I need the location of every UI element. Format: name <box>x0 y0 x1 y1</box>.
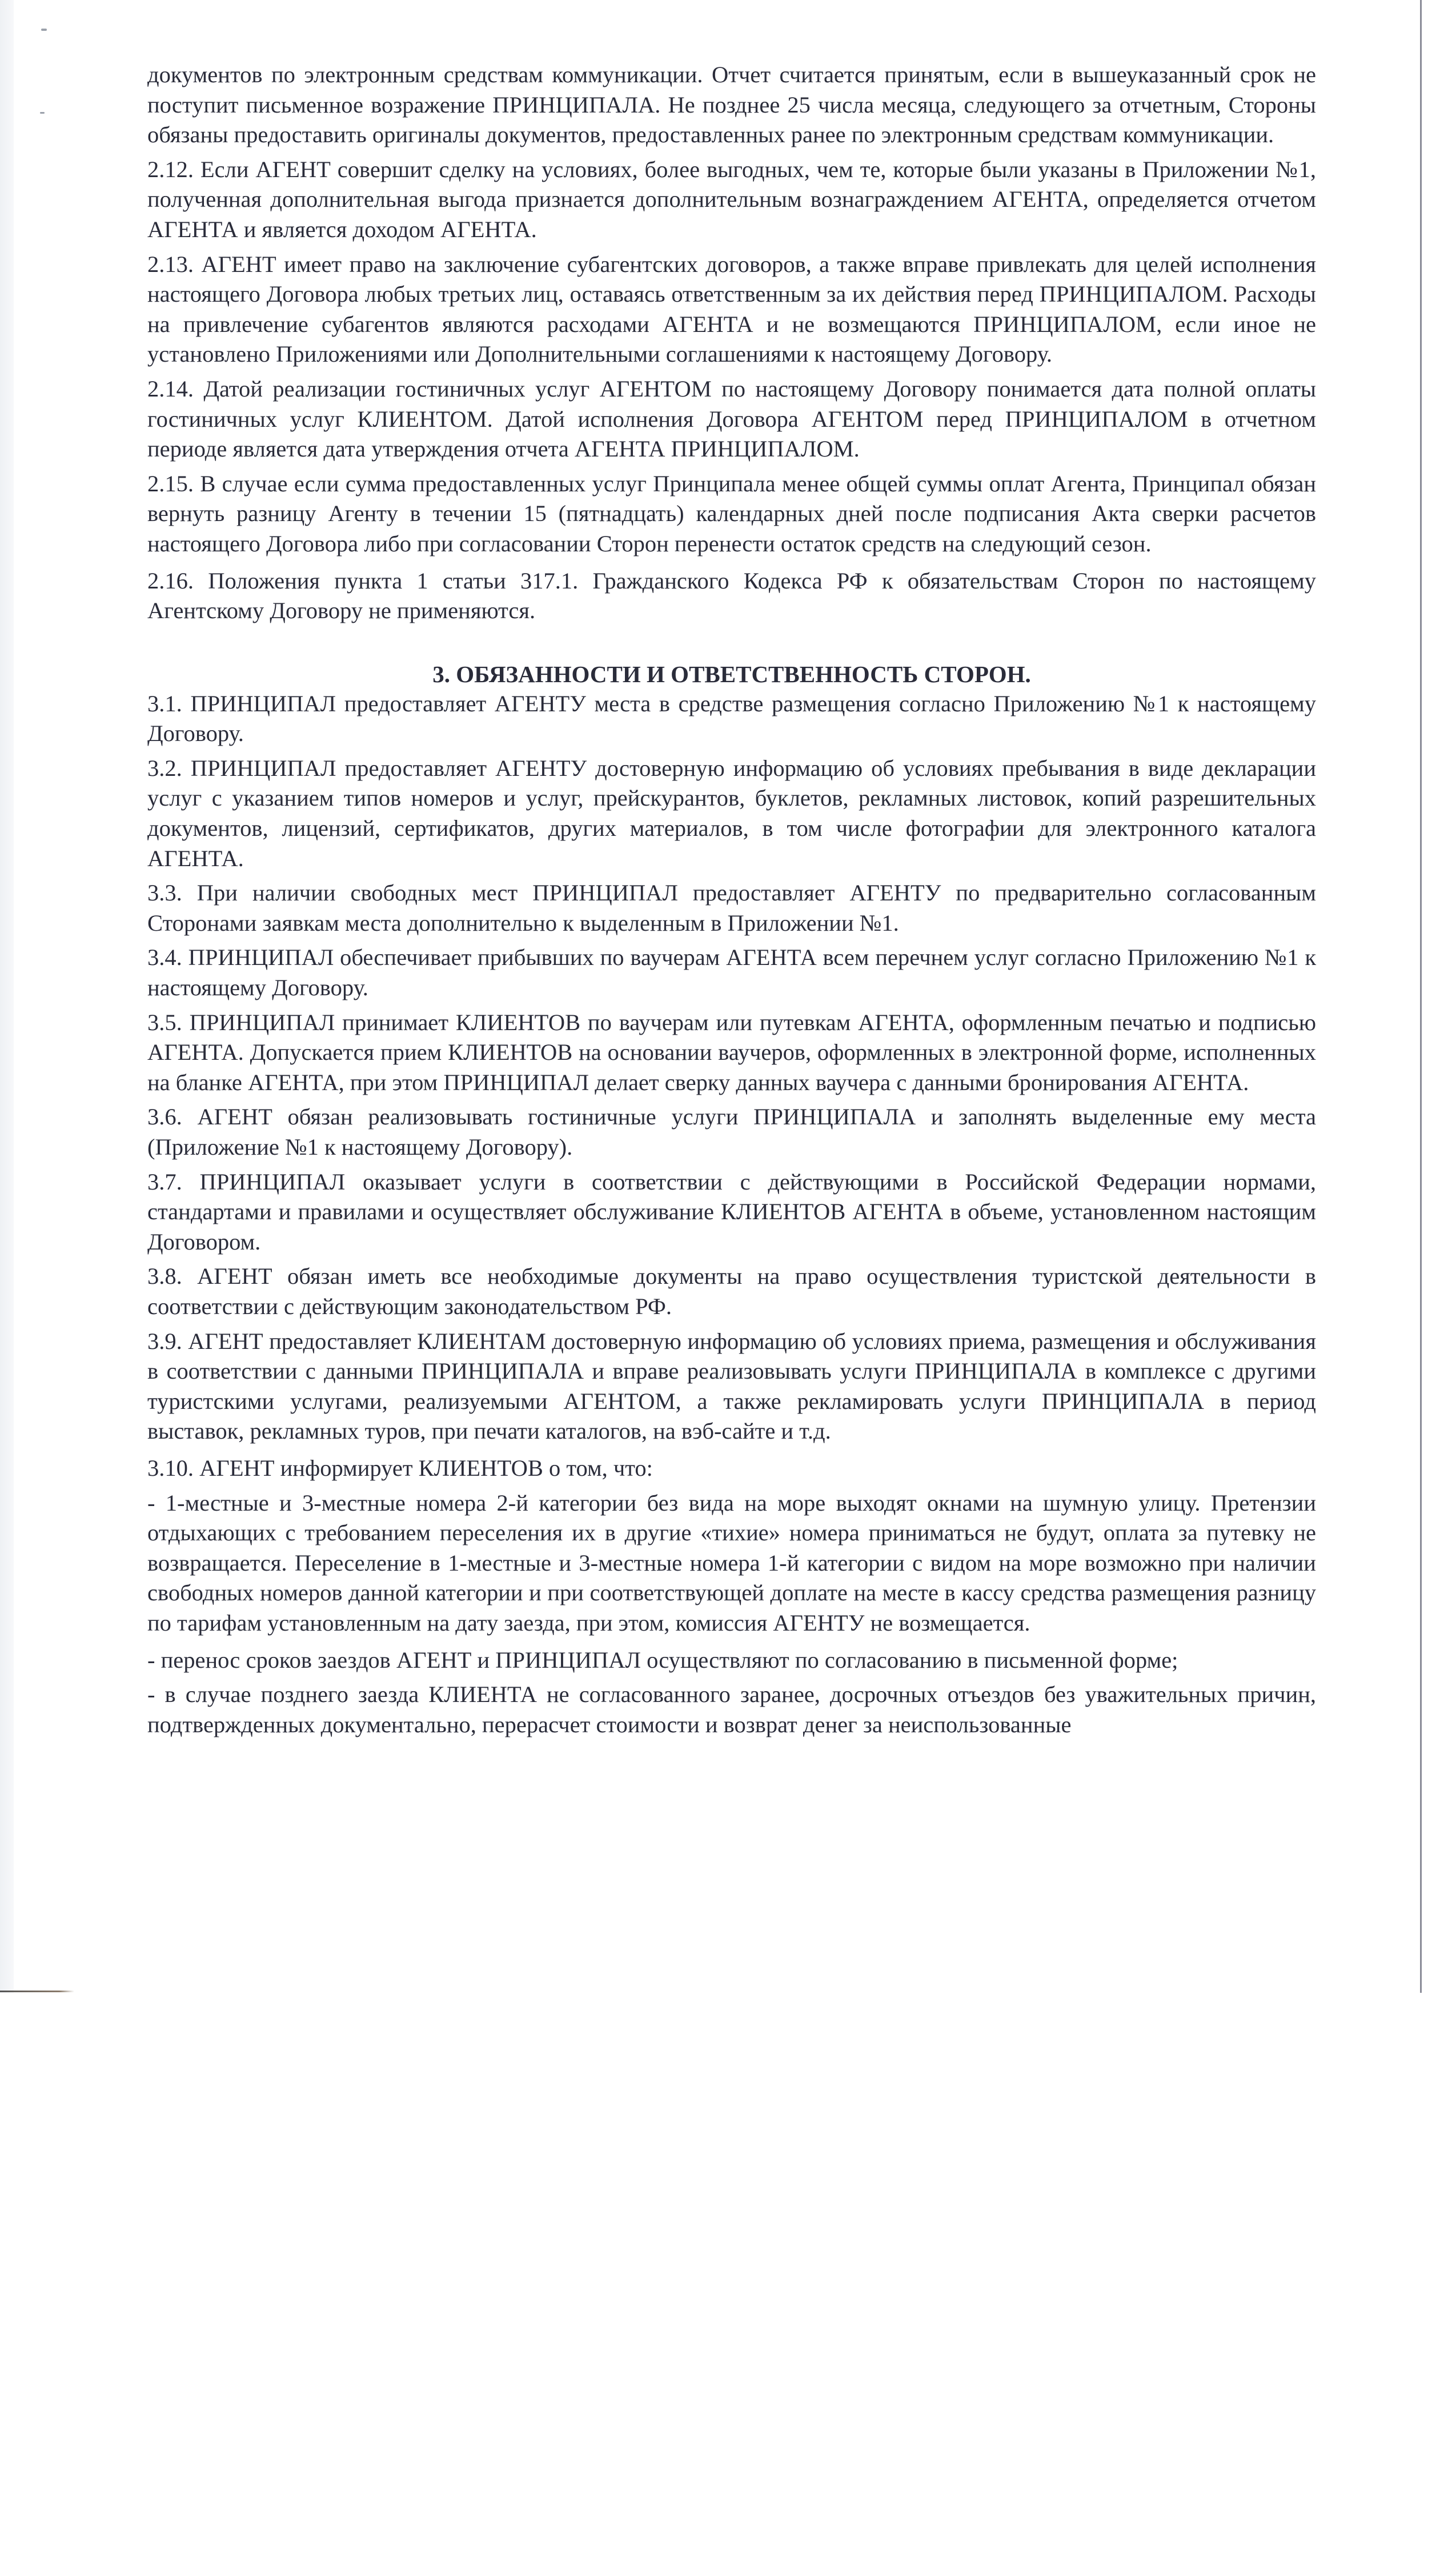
scan-mark <box>40 112 45 114</box>
paragraph-3-5: 3.5. ПРИНЦИПАЛ принимает КЛИЕНТОВ по ваучерам или путевкам АГЕНТА, оформленным печатью и подписью АГЕНТА. Допускается прием КЛИЕНТОВ на основании ваучеров, оформленных в электронной форме, исполненных на бланке АГЕНТА, при этом ПРИНЦИПАЛ делает сверку данных ваучера с данными бронирования АГЕНТА. <box>147 1009 1316 1095</box>
scan-edge-bottom <box>0 1991 74 1992</box>
paragraph-3-10: 3.10. АГЕНТ информирует КЛИЕНТОВ о том, что: <box>147 1455 653 1481</box>
paragraph-3-9: 3.9. АГЕНТ предоставляет КЛИЕНТАМ достоверную информацию об условиях приема, размещения и обслуживания в соответствии с данными ПРИНЦИПАЛА и вправе реализовывать услуги ПРИНЦИПАЛА в комплексе с другими туристскими услугами, реализуемыми АГЕНТОМ, а также рекламировать услуги ПРИНЦИПАЛА в период выставок, рекламных туров, при печати каталогов, на вэб-сайте и т.д. <box>147 1328 1316 1444</box>
paragraph-3-1: 3.1. ПРИНЦИПАЛ предоставляет АГЕНТУ места в средстве размещения согласно Приложению №1 к настоящему Договору. <box>147 690 1316 747</box>
paragraph-2-12: 2.12. Если АГЕНТ совершит сделку на условиях, более выгодных, чем те, которые были указаны в Приложении №1, полученная дополнительная выгода признается дополнительным вознаграждением АГЕНТА, определяется отчетом АГЕНТА и является доходом АГЕНТА. <box>147 156 1316 242</box>
section-3-heading: 3. ОБЯЗАННОСТИ И ОТВЕТСТВЕННОСТЬ СТОРОН. <box>432 660 1031 687</box>
document-page <box>147 60 1316 1744</box>
paragraph-3-3: 3.3. При наличии свободных мест ПРИНЦИПАЛ предоставляет АГЕНТУ по предварительно согласованным Сторонами заявкам места дополнительно к выделенным в Приложении №1. <box>147 880 1316 936</box>
paragraph-3-7: 3.7. ПРИНЦИПАЛ оказывает услуги в соответствии с действующими в Российской Федерации нормами, стандартами и правилами и осуществляет обслуживание КЛИЕНТОВ АГЕНТА в объеме, установленном настоящим Договором. <box>147 1168 1316 1255</box>
paragraph-2-14: 2.14. Датой реализации гостиничных услуг АГЕНТОМ по настоящему Договору понимается дата полной оплаты гостиничных услуг КЛИЕНТОМ. Датой исполнения Договора АГЕНТОМ перед ПРИНЦИПАЛОМ в отчетном периоде является дата утверждения отчета АГЕНТА ПРИНЦИПАЛОМ. <box>147 375 1316 462</box>
paragraph-3-6: 3.6. АГЕНТ обязан реализовывать гостиничные услуги ПРИНЦИПАЛА и заполнять выделенные ему места (Приложение №1 к настоящему Договору). <box>147 1104 1316 1160</box>
scan-edge-left <box>0 0 14 1993</box>
paragraph-2-11-continued: документов по электронным средствам коммуникации. Отчет считается принятым, если в вышеуказанный срок не поступит письменное возражение ПРИНЦИПАЛА. Не позднее 25 числа месяца, следующего за отчетным, Стороны обязаны предоставить оригиналы документов, предоставленных ранее по электронным средствам коммуникации. <box>147 62 1316 148</box>
paragraph-3-8: 3.8. АГЕНТ обязан иметь все необходимые документы на право осуществления туристской деятельности в соответствии с действующим законодательством РФ. <box>147 1263 1316 1319</box>
paragraph-3-4: 3.4. ПРИНЦИПАЛ обеспечивает прибывших по ваучерам АГЕНТА всем перечнем услуг согласно Приложению №1 к настоящему Договору. <box>147 944 1316 1001</box>
list-item-late-arrival: - в случае позднего заезда КЛИЕНТА не согласованного заранее, досрочных отъездов без уважительных причин, подтвержденных документально, перерасчет стоимости и возврат денег за неиспользованные <box>147 1681 1316 1737</box>
paragraph-2-15: 2.15. В случае если сумма предоставленных услуг Принципала менее общей суммы оплат Агента, Принципал обязан вернуть разницу Агенту в течении 15 (пятнадцать) календарных дней после подписания Акта сверки расчетов настоящего Договора либо при согласовании Сторон перенести остаток средств на следующий сезон. <box>147 470 1316 556</box>
paragraph-3-2: 3.2. ПРИНЦИПАЛ предоставляет АГЕНТУ достоверную информацию об условиях пребывания в виде декларации услуг с указанием типов номеров и услуг, прейскурантов, буклетов, рекламных листовок, копий разрешительных документов, лицензий, сертификатов, других материалов, в том числе фотографии для электронного каталога АГЕНТА. <box>147 755 1316 871</box>
scan-mark <box>41 29 47 31</box>
scan-edge-right <box>1420 0 1422 1993</box>
list-item-room-categories: - 1-местные и 3-местные номера 2-й категории без вида на море выходят окнами на шумную улицу. Претензии отдыхающих с требованием переселения их в другие «тихие» номера приниматься не будут, оплата за путевку не возвращается. Переселение в 1-местные и 3-местные номера 1-й категории с видом на море возможно при наличии свободных номеров данной категории и при соответствующей доплате на месте в кассу средства размещения разницу по тарифам установленным на дату заезда, при этом, комиссия АГЕНТУ не возмещается. <box>147 1489 1316 1636</box>
list-item-date-transfer: - перенос сроков заездов АГЕНТ и ПРИНЦИПАЛ осуществляют по согласованию в письменной форме; <box>147 1647 1178 1673</box>
paragraph-2-13: 2.13. АГЕНТ имеет право на заключение субагентских договоров, а также вправе привлекать для целей исполнения настоящего Договора любых третьих лиц, оставаясь ответственным за их действия перед ПРИНЦИПАЛОМ. Расходы на привлечение субагентов являются расходами АГЕНТА и не возмещаются ПРИНЦИПАЛОМ, если иное не установлено Приложениями или Дополнительными соглашениями к настоящему Договору. <box>147 251 1316 367</box>
paragraph-2-16: 2.16. Положения пункта 1 статьи 317.1. Гражданского Кодекса РФ к обязательствам Сторон по настоящему Агентскому Договору не применяются. <box>147 567 1316 624</box>
